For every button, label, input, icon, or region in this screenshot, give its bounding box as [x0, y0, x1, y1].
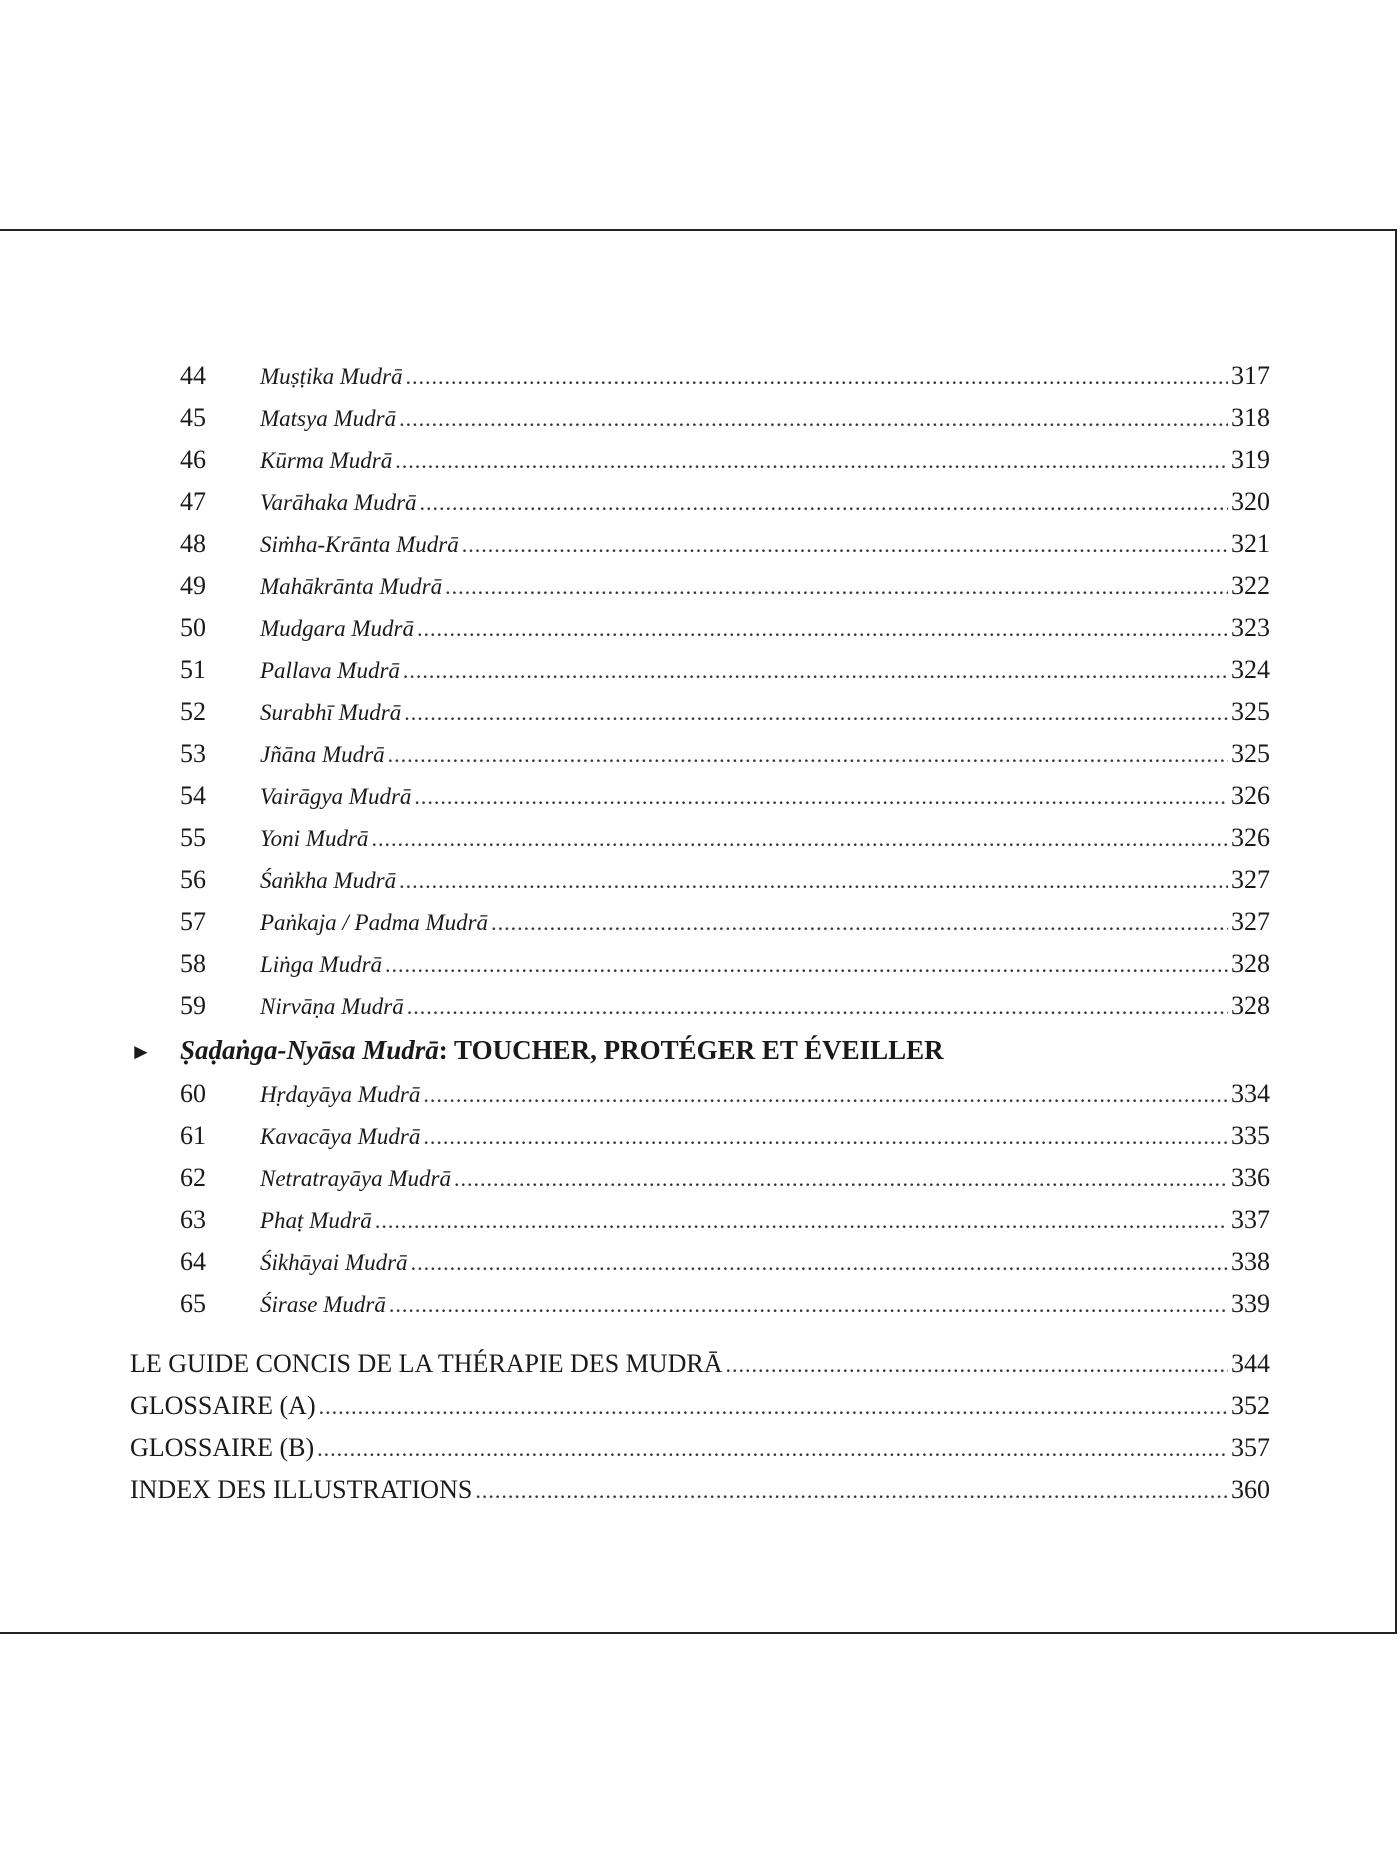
dot-leader	[491, 902, 1228, 944]
entry-page-number: 339	[1231, 1289, 1270, 1318]
dot-leader	[317, 1428, 1228, 1470]
section-entries-list	[130, 1073, 1270, 1325]
entry-page-number: 324	[1231, 655, 1270, 684]
entry-title: Netratrayāya Mudrā	[260, 1166, 452, 1191]
dot-leader	[399, 398, 1228, 440]
entry-number: 63	[180, 1205, 206, 1234]
toc-entry[interactable]	[130, 1115, 1270, 1157]
entry-title: Yoni Mudrā	[260, 826, 369, 851]
main-entry-page-number: 352	[1231, 1391, 1270, 1420]
entry-number: 52	[180, 697, 206, 726]
toc-entry[interactable]	[130, 523, 1270, 565]
entry-number: 54	[180, 781, 206, 810]
entry-title: Surabhī Mudrā	[260, 700, 402, 725]
toc-entry[interactable]	[130, 397, 1270, 439]
entry-number: 61	[180, 1121, 206, 1150]
entry-number: 47	[180, 487, 206, 516]
entry-page-number: 327	[1231, 865, 1270, 894]
dot-leader	[454, 1158, 1228, 1200]
entry-page-number: 321	[1231, 529, 1270, 558]
toc-main-entry[interactable]	[130, 1385, 1270, 1427]
entry-title: Liṅga Mudrā	[260, 952, 383, 977]
dot-leader	[423, 1116, 1228, 1158]
entry-title: Muṣṭika Mudrā	[260, 364, 403, 389]
entry-page-number: 336	[1231, 1163, 1270, 1192]
toc-entry[interactable]	[130, 355, 1270, 397]
entry-title: Śirase Mudrā	[260, 1292, 386, 1317]
dot-leader	[417, 608, 1228, 650]
toc-entry[interactable]	[130, 481, 1270, 523]
dot-leader	[725, 1344, 1228, 1386]
toc-entry[interactable]	[130, 1283, 1270, 1325]
entry-title: Siṁha-Krānta Mudrā	[260, 532, 459, 557]
entry-page-number: 320	[1231, 487, 1270, 516]
entry-number: 65	[180, 1289, 206, 1318]
toc-main-entry[interactable]	[130, 1469, 1270, 1511]
dot-leader	[403, 650, 1228, 692]
dot-leader	[404, 692, 1228, 734]
entry-title: Hṛdayāya Mudrā	[260, 1082, 421, 1107]
dot-leader	[375, 1200, 1228, 1242]
toc-entry[interactable]	[130, 817, 1270, 859]
toc-entry[interactable]	[130, 1199, 1270, 1241]
entry-page-number: 326	[1231, 781, 1270, 810]
toc-entry[interactable]	[130, 607, 1270, 649]
entry-title: Phaṭ Mudrā	[260, 1208, 372, 1233]
dot-leader	[445, 566, 1228, 608]
entry-page-number: 328	[1231, 991, 1270, 1020]
toc-entry[interactable]	[130, 1073, 1270, 1115]
toc-entry[interactable]	[130, 565, 1270, 607]
entry-title: Kūrma Mudrā	[260, 448, 393, 473]
toc-entry[interactable]	[130, 1241, 1270, 1283]
entry-number: 48	[180, 529, 206, 558]
entry-number: 44	[180, 361, 206, 390]
entry-title: Jñāna Mudrā	[260, 742, 385, 767]
entry-number: 50	[180, 613, 206, 642]
dot-leader	[385, 944, 1228, 986]
main-entry-page-number: 360	[1231, 1475, 1270, 1504]
toc-entry[interactable]	[130, 649, 1270, 691]
entry-number: 45	[180, 403, 206, 432]
entry-title: Nirvāṇa Mudrā	[260, 994, 404, 1019]
entries-list	[130, 355, 1270, 1027]
main-entry-title: INDEX DES ILLUSTRATIONS	[130, 1475, 473, 1504]
entry-page-number: 317	[1231, 361, 1270, 390]
dot-leader	[475, 1470, 1228, 1512]
toc-entry[interactable]	[130, 985, 1270, 1027]
entry-page-number: 325	[1231, 739, 1270, 768]
dot-leader	[395, 440, 1228, 482]
entry-number: 64	[180, 1247, 206, 1276]
entry-number: 46	[180, 445, 206, 474]
dot-leader	[411, 1242, 1228, 1284]
entry-page-number: 319	[1231, 445, 1270, 474]
entry-title: Śaṅkha Mudrā	[260, 868, 397, 893]
entry-page-number: 327	[1231, 907, 1270, 936]
toc-entry[interactable]	[130, 943, 1270, 985]
main-entry-title: GLOSSAIRE (B)	[130, 1433, 315, 1462]
triangle-right-icon: ►	[130, 1039, 152, 1064]
entry-number: 57	[180, 907, 206, 936]
entry-title: Varāhaka Mudrā	[260, 490, 417, 515]
toc-entry[interactable]	[130, 901, 1270, 943]
entry-title: Pallava Mudrā	[260, 658, 400, 683]
entry-page-number: 318	[1231, 403, 1270, 432]
entry-number: 58	[180, 949, 206, 978]
entry-title: Paṅkaja / Padma Mudrā	[260, 910, 489, 935]
dot-leader	[420, 482, 1228, 524]
entry-title: Kavacāya Mudrā	[260, 1124, 421, 1149]
entry-page-number: 322	[1231, 571, 1270, 600]
toc-entry[interactable]	[130, 733, 1270, 775]
table-of-contents	[130, 355, 1270, 1511]
dot-leader	[405, 356, 1228, 398]
toc-main-entry[interactable]	[130, 1427, 1270, 1469]
section-heading[interactable]	[130, 1027, 1270, 1073]
entry-number: 56	[180, 865, 206, 894]
entry-number: 49	[180, 571, 206, 600]
entry-page-number: 326	[1231, 823, 1270, 852]
entry-title: Mudgara Mudrā	[260, 616, 414, 641]
entry-page-number: 325	[1231, 697, 1270, 726]
entry-number: 53	[180, 739, 206, 768]
entry-page-number: 335	[1231, 1121, 1270, 1150]
dot-leader	[388, 734, 1228, 776]
entry-number: 62	[180, 1163, 206, 1192]
dot-leader	[423, 1074, 1228, 1116]
section-title-italic: Ṣaḍaṅga-Nyāsa Mudrā	[180, 1035, 439, 1065]
entry-page-number: 328	[1231, 949, 1270, 978]
toc-entry[interactable]	[130, 439, 1270, 481]
entry-title: Mahākrānta Mudrā	[260, 574, 443, 599]
entry-page-number: 337	[1231, 1205, 1270, 1234]
entry-page-number: 323	[1231, 613, 1270, 642]
toc-entry[interactable]	[130, 859, 1270, 901]
entry-number: 55	[180, 823, 206, 852]
dot-leader	[389, 1284, 1228, 1326]
main-entry-page-number: 357	[1231, 1433, 1270, 1462]
entry-title: Śikhāyai Mudrā	[260, 1250, 408, 1275]
entry-title: Vairāgya Mudrā	[260, 784, 412, 809]
section-title-rest: : TOUCHER, PROTÉGER ET ÉVEILLER	[438, 1035, 944, 1065]
toc-entry[interactable]	[130, 691, 1270, 733]
dot-leader	[371, 818, 1228, 860]
dot-leader	[414, 776, 1228, 818]
main-entries-list	[130, 1343, 1270, 1511]
entry-number: 51	[180, 655, 206, 684]
main-entry-page-number: 344	[1231, 1349, 1270, 1378]
entry-title: Matsya Mudrā	[260, 406, 397, 431]
main-entry-title: LE GUIDE CONCIS DE LA THÉRAPIE DES MUDRĀ	[130, 1349, 723, 1378]
entry-number: 59	[180, 991, 206, 1020]
dot-leader	[462, 524, 1228, 566]
main-entry-title: GLOSSAIRE (A)	[130, 1391, 316, 1420]
spacer	[130, 1325, 1270, 1343]
entry-number: 60	[180, 1079, 206, 1108]
toc-entry[interactable]	[130, 775, 1270, 817]
entry-page-number: 334	[1231, 1079, 1270, 1108]
dot-leader	[399, 860, 1228, 902]
dot-leader	[407, 986, 1228, 1028]
toc-main-entry[interactable]	[130, 1343, 1270, 1385]
dot-leader	[319, 1386, 1228, 1428]
entry-page-number: 338	[1231, 1247, 1270, 1276]
toc-entry[interactable]	[130, 1157, 1270, 1199]
